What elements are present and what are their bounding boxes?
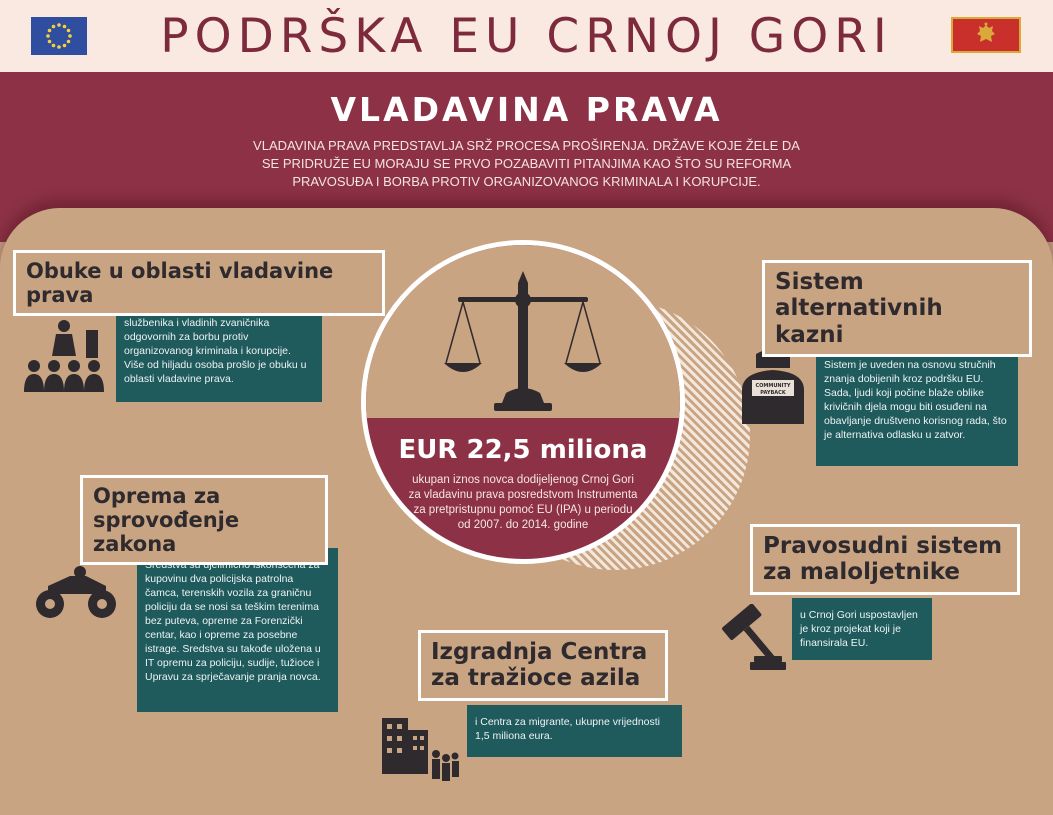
equipment-title: Oprema za sprovođenje zakona (80, 475, 328, 565)
classroom-icon (22, 318, 106, 401)
community-worker-icon (736, 348, 810, 431)
gavel-icon (718, 604, 786, 679)
alternative-title: Sistem alternativnih kazni (762, 260, 1032, 357)
alternative-description: Sistem je uveden na osnovu stručnih znanja dobijenih kroz podršku EU. Sada, ljudi koji počine blaže oblike krivičnih djela mogu biti osuđeni na obavljanje društveno korisnog rada, što je alternativa odlasku u zatvor. (816, 334, 1018, 466)
svg-text:PAYBACK: PAYBACK (760, 390, 786, 396)
funding-description: ukupan iznos novca dodijeljenog Crnoj Gori za vladavinu prava posredstvom Instrumenta za pretpristupnu pomoć EU (IPA) u periodu od 2007. do 2014. godine (408, 474, 638, 531)
header (0, 0, 1053, 72)
svg-text:COMMUNITY: COMMUNITY (755, 383, 791, 389)
juvenile-title: Pravosudni sistem za maloljetnike (750, 524, 1020, 595)
funding-amount: EUR 22,5 miliona (398, 435, 648, 465)
training-description: službenika i vladinih zvaničnika odgovornih za borbu protiv organizovanog kriminala i korupcije. Više od hiljadu osoba prošlo je obuku u oblasti vladavine prava. (116, 292, 322, 402)
montenegro-flag-icon (951, 17, 1021, 53)
building-people-icon (378, 712, 460, 791)
juvenile-description: u Crnoj Gori uspostavljen je kroz projekat koji je finansirala EU. (792, 598, 932, 660)
scales-of-justice-icon (366, 245, 680, 418)
asylum-description: i Centra za migrante, ukupne vrijednosti 1,5 miliona eura. (467, 705, 682, 757)
equipment-description: kupovinu dva policijska patrolna čamca, terenskih vozila za graničnu policiju da se nosi sa teškim terenima bez puteva, opreme za Forenzički centar, kao i opreme za posebne istrage. Sredstva su takođe uložena u IT opremu za policiju, sudije, tužioce i Upravu za sprječavanje pranja novca. (137, 548, 338, 712)
funding-circle (361, 240, 685, 564)
training-title: Obuke u oblasti vladavine prava (13, 250, 385, 316)
section-title: VLADAVINA PRAVA (330, 90, 723, 129)
asylum-title: Izgradnja Centra za tražioce azila (418, 630, 668, 701)
quad-bike-icon (34, 564, 120, 627)
intro-description: VLADAVINA PRAVA PREDSTAVLJA SRŽ PROCESA PROŠIRENJA. DRŽAVE KOJE ŽELE DA SE PRIDRUŽE EU MORAJU SE PRVO POZABAVITI PITANJIMA KAO ŠTO SU REFORMA PRAVOSUĐA I BORBA PROTIV ORGANIZOVANOG KRIMINALA I KORUPCIJE. (253, 138, 800, 189)
page-title: PODRŠKA EU CRNOJ GORI (160, 9, 893, 64)
